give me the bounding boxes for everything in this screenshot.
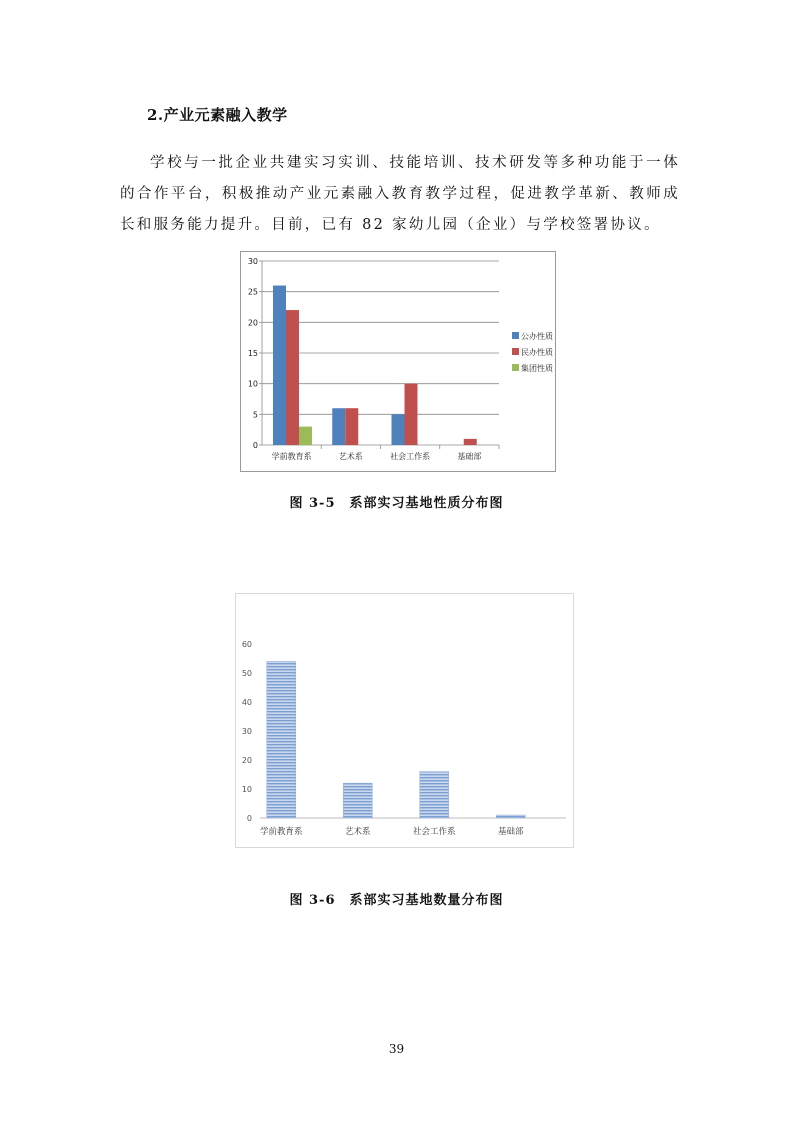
chart1-x-tick-label: 学前教育系 — [271, 452, 312, 461]
chart2-bar — [496, 815, 525, 818]
chart2-y-tick-label: 10 — [241, 785, 252, 794]
chart1-legend-swatch — [512, 364, 519, 371]
body-paragraph: 学校与一批企业共建实习实训、技能培训、技术研发等多种功能于一体的合作平台，积极推动产业元素融入教育教学过程，促进教学革新、教师成长和服务能力提升。目前，已有 82 家幼儿园（企业）与学校签署协议。 — [120, 155, 680, 233]
chart1-y-tick-label: 30 — [247, 257, 258, 266]
chart1-x-tick-label: 艺术系 — [338, 452, 363, 461]
chart2-y-tick-label: 0 — [246, 814, 252, 823]
chart1-y-tick-label: 20 — [247, 318, 258, 328]
chart1-legend-swatch — [512, 348, 519, 355]
chart1-bar — [392, 414, 405, 445]
chart1-bar — [464, 439, 477, 445]
chart1-legend-label: 民办性质 — [521, 348, 553, 357]
chart1-legend-label: 公办性质 — [521, 332, 553, 341]
chart1-y-tick-label: 10 — [247, 379, 258, 389]
chart2-x-tick-label: 社会工作系 — [412, 827, 456, 837]
chart1-y-tick-label: 15 — [247, 349, 258, 358]
chart1-legend-label: 集团性质 — [521, 364, 553, 373]
chart1-bar — [332, 408, 345, 445]
chart2-y-tick-label: 60 — [241, 640, 252, 649]
page-number: 39 — [388, 1042, 405, 1056]
chart2-y-tick-label: 20 — [241, 756, 252, 765]
chart2-bar — [343, 783, 372, 818]
section-heading: 2.产业元素融入教学 — [147, 106, 288, 124]
chart1-bar — [286, 310, 299, 445]
chart1-y-tick-label: 25 — [247, 287, 258, 297]
chart2-y-tick-label: 40 — [241, 698, 252, 707]
chart2-bar — [267, 661, 296, 818]
chart1-svg — [241, 252, 555, 471]
chart1-bar — [273, 286, 286, 445]
figure1-caption: 图 3-5 系部实习基地性质分布图 — [289, 496, 504, 511]
chart-base-count-distribution — [235, 593, 574, 848]
chart2-x-tick-label: 基础部 — [497, 827, 524, 837]
chart2-x-tick-label: 艺术系 — [344, 827, 371, 837]
chart2-bar — [420, 772, 449, 818]
chart1-bar — [405, 384, 418, 445]
chart1-bar — [299, 427, 312, 445]
chart1-x-tick-label: 社会工作系 — [390, 452, 431, 461]
figure2-caption: 图 3-6 系部实习基地数量分布图 — [289, 893, 504, 908]
chart1-x-tick-label: 基础部 — [457, 452, 482, 461]
chart1-y-tick-label: 0 — [252, 441, 258, 450]
chart2-x-tick-label: 学前教育系 — [259, 827, 303, 837]
chart1-bar — [345, 408, 358, 445]
chart1-y-tick-label: 5 — [252, 410, 258, 420]
chart2-y-tick-label: 50 — [241, 669, 252, 678]
chart2-y-tick-label: 30 — [241, 727, 252, 736]
chart-base-nature-distribution — [240, 251, 556, 472]
chart2-svg — [236, 594, 573, 847]
chart1-legend-swatch — [512, 332, 519, 339]
